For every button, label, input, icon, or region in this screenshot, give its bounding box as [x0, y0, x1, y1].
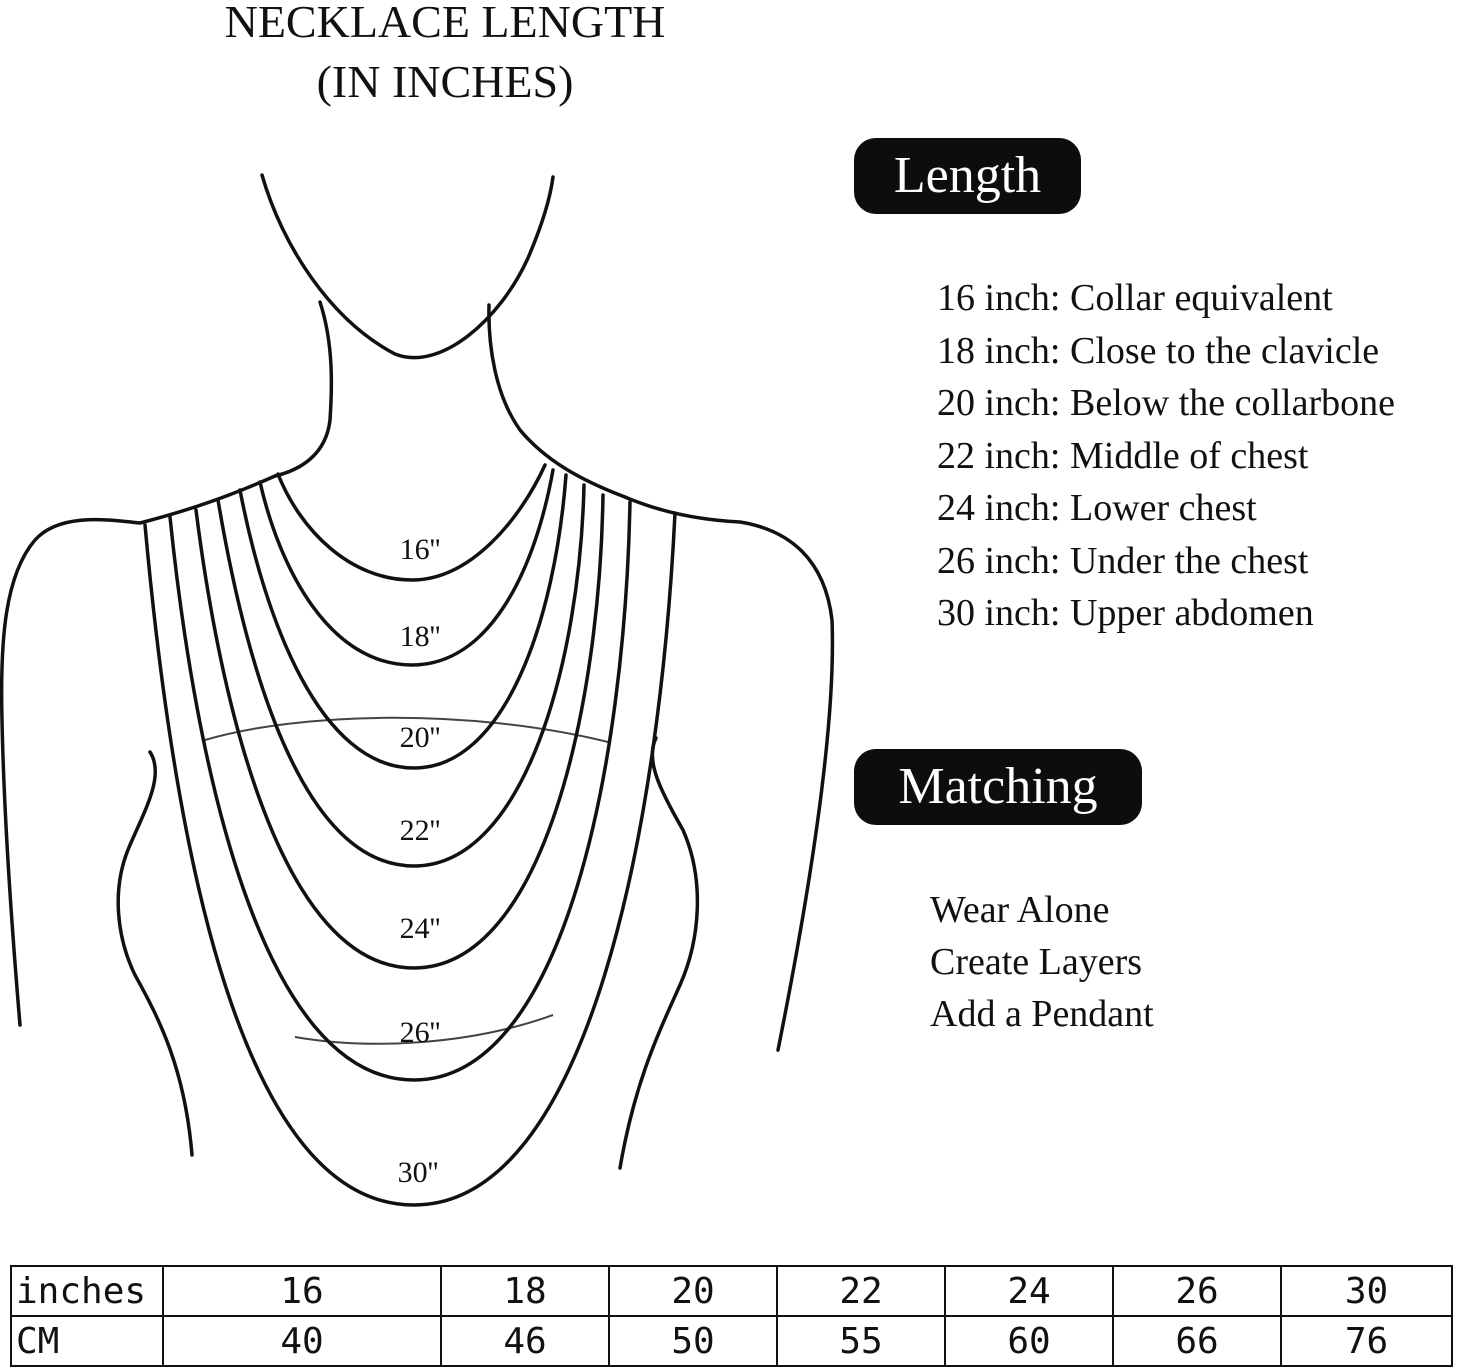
torso-right — [620, 738, 697, 1168]
table-cell: 66 — [1113, 1316, 1281, 1366]
length-item: 26 inch: Under the chest — [937, 539, 1309, 582]
table-cell: 16 — [163, 1266, 441, 1316]
matching-list — [930, 884, 1154, 1040]
table-cell: 60 — [945, 1316, 1113, 1366]
torso-left — [118, 752, 192, 1155]
table-cell: 50 — [609, 1316, 777, 1366]
chain-label-20: 20'' — [399, 721, 441, 754]
table-cell: 40 — [163, 1316, 441, 1366]
cm-row-header: CM — [11, 1316, 163, 1366]
length-item: 16 inch: Collar equivalent — [937, 277, 1333, 319]
title-line-2: (IN INCHES) — [316, 56, 574, 107]
chain-label-24: 24'' — [399, 912, 441, 945]
table-cell: 55 — [777, 1316, 945, 1366]
inches-row-header: inches — [11, 1266, 163, 1316]
matching-item: Create Layers — [930, 941, 1143, 983]
neck-right — [489, 305, 625, 497]
title-line-1: NECKLACE LENGTH — [224, 0, 666, 47]
table-row — [11, 1266, 1452, 1316]
shoulder-left — [2, 476, 275, 1025]
length-list — [937, 272, 1395, 640]
table-cell: 18 — [441, 1266, 609, 1316]
table-cell: 24 — [945, 1266, 1113, 1316]
length-item: 30 inch: Upper abdomen — [937, 592, 1314, 634]
jaw-line — [262, 175, 553, 358]
size-conversion-table — [10, 1265, 1453, 1367]
length-item: 18 inch: Close to the clavicle — [937, 329, 1380, 372]
neck-left — [275, 302, 331, 476]
table-cell: 76 — [1281, 1316, 1452, 1366]
chain-label-30: 30'' — [397, 1156, 439, 1189]
chain-label-16: 16'' — [399, 533, 441, 566]
chain-label-18: 18'' — [399, 620, 441, 653]
matching-badge: Matching — [854, 749, 1142, 825]
matching-item: Add a Pendant — [930, 993, 1154, 1035]
chain-label-26: 26'' — [399, 1016, 441, 1049]
length-item: 20 inch: Below the collarbone — [937, 382, 1395, 424]
length-badge: Length — [854, 138, 1081, 214]
table-cell: 46 — [441, 1316, 609, 1366]
matching-item: Wear Alone — [930, 889, 1110, 931]
length-item: 24 inch: Lower chest — [937, 487, 1257, 529]
length-item: 22 inch: Middle of chest — [937, 434, 1309, 477]
table-cell: 22 — [777, 1266, 945, 1316]
chain-label-22: 22'' — [399, 814, 441, 847]
table-row — [11, 1316, 1452, 1366]
table-cell: 30 — [1281, 1266, 1452, 1316]
table-cell: 26 — [1113, 1266, 1281, 1316]
table-cell: 20 — [609, 1266, 777, 1316]
